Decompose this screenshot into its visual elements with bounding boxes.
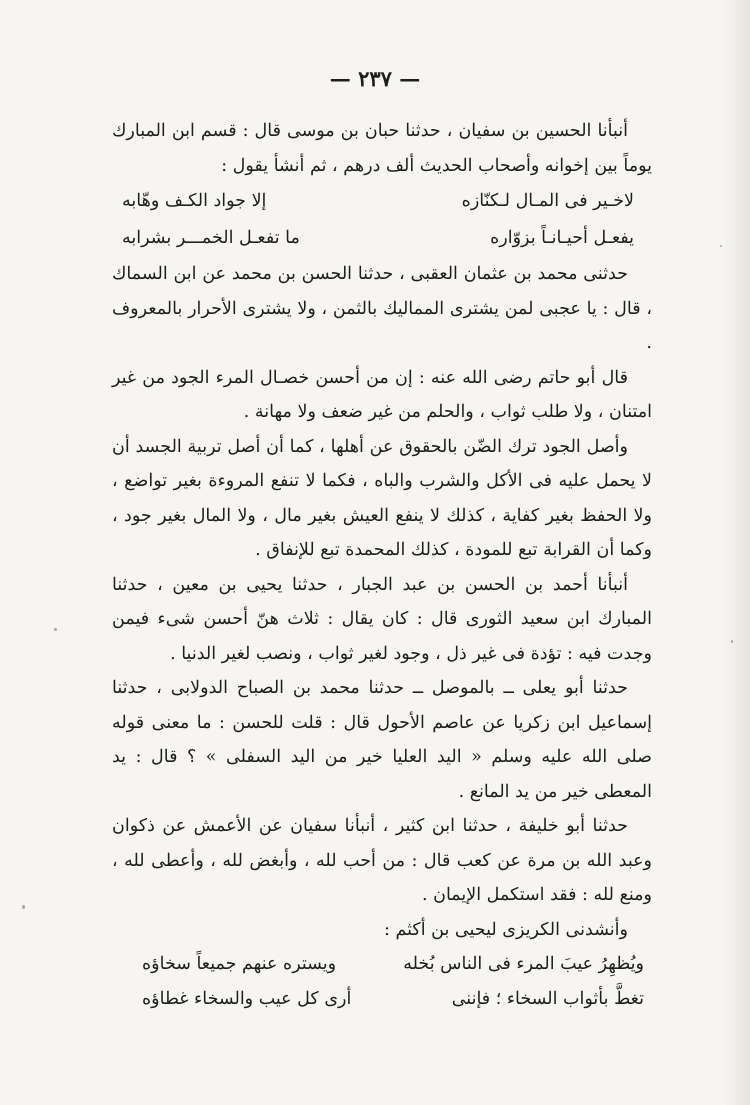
hemistich-second: أرى كل عيب والسخاء غطاؤه — [142, 988, 352, 1009]
scan-speck — [22, 905, 25, 909]
poem-2-verse-1 — [112, 947, 652, 982]
hemistich-first: تغطَّ بأثواب السخاء ؛ فإننى — [451, 988, 644, 1009]
page-body — [112, 114, 652, 1016]
poem-1-verse-1 — [112, 183, 652, 220]
poem-2-verse-2 — [112, 982, 652, 1017]
paragraph-asl-al-jud: وأصل الجود ترك الضّن بالحقوق عن أهلها ، كما أن أصل تربية الجسد أن لا يحمل عليه فى الأكل والشرب والباه ، فكما لا تنفع المروءة بغير تواضع ، ولا الحفظ بغير كفاية ، كذلك لا ينفع العيش بغير مال ، ولا المال بغير جود ، وكما أن القرابة تبع للمودة ، كذلك المحمدة تبع للإنفاق . — [112, 436, 652, 560]
paragraph-hadith-4: حدثنا أبو يعلى ــ بالموصل ــ حدثنا محمد بن الصباح الدولابى ، حدثنا إسماعيل ابن زكريا عن عاصم الأحول قال : قلت للحسن : ما معنى قوله صلى الله عليه وسلم « اليد العليا خير من اليد السفلى » ؟ قال : يد المعطى خير من يد المانع . — [112, 678, 652, 802]
hemistich-second: ما تفعـل الخمـــر بشرابه — [122, 228, 300, 248]
hemistich-first: ويُظهِرُ عيبَ المرء فى الناس بُخله — [403, 954, 644, 974]
paragraph-hadith-3: أنبأنا أحمد بن الحسن بن عبد الجبار ، حدثنا يحيى بن معين ، حدثنا المبارك ابن سعيد الثورى قال : كان يقال : ثلاث هنّ أحسن شىء فيمن وجدت فيه : تؤدة فى غير ذل ، وجود لغير ثواب ، ونصب لغير الدنيا . — [112, 574, 652, 664]
paragraph-poem-intro: وأنشدنى الكريزى ليحيى بن أكثم : — [384, 919, 628, 940]
scan-speck — [720, 245, 722, 247]
paragraph-hadith-5: حدثنا أبو خليفة ، حدثنا ابن كثير ، أنبأنا سفيان عن الأعمش عن ذكوان وعبد الله بن مرة عن كعب قال : من أحب لله ، وأبغض لله ، وأعطى لله ، ومنع لله : فقد استكمل الإيمان . — [112, 816, 652, 905]
page-edge-shadow — [724, 0, 750, 1105]
scan-speck — [731, 640, 733, 643]
scan-speck — [54, 628, 57, 631]
paragraph-hadith-2: حدثنى محمد بن عثمان العقبى ، حدثنا الحسن بن محمد عن ابن السماك ، قال : يا عجبى لمن يشترى المماليك بالثمن ، ولا يشترى الأحرار بالمعروف . — [112, 264, 652, 353]
hemistich-first: لاخـير فى المـال لـكنّازه — [461, 191, 634, 211]
hemistich-second: ويستره عنهم جميعاً سخاؤه — [142, 954, 337, 974]
hemistich-first: يفعـل أحيـانـاً بزوّاره — [490, 228, 634, 248]
paragraph-hadith-1: أنبأنا الحسين بن سفيان ، حدثنا حبان بن موسى قال : قسم ابن المبارك يوماً بين إخوانه وأصحاب الحديث ألف درهم ، ثم أنشأ يقول : — [112, 121, 652, 176]
poem-1-verse-2 — [112, 220, 652, 257]
paragraph-abu-hatim: قال أبو حاتم رضى الله عنه : إن من أحسن خصـال المرء الجود من غير امتنان ، ولا طلب ثواب ، والحلم من غير ضعف ولا مهانة . — [112, 367, 652, 422]
page-number: — ٢٣٧ — — [329, 66, 421, 91]
hemistich-second: إلا جواد الكـف وهّابه — [122, 191, 267, 211]
